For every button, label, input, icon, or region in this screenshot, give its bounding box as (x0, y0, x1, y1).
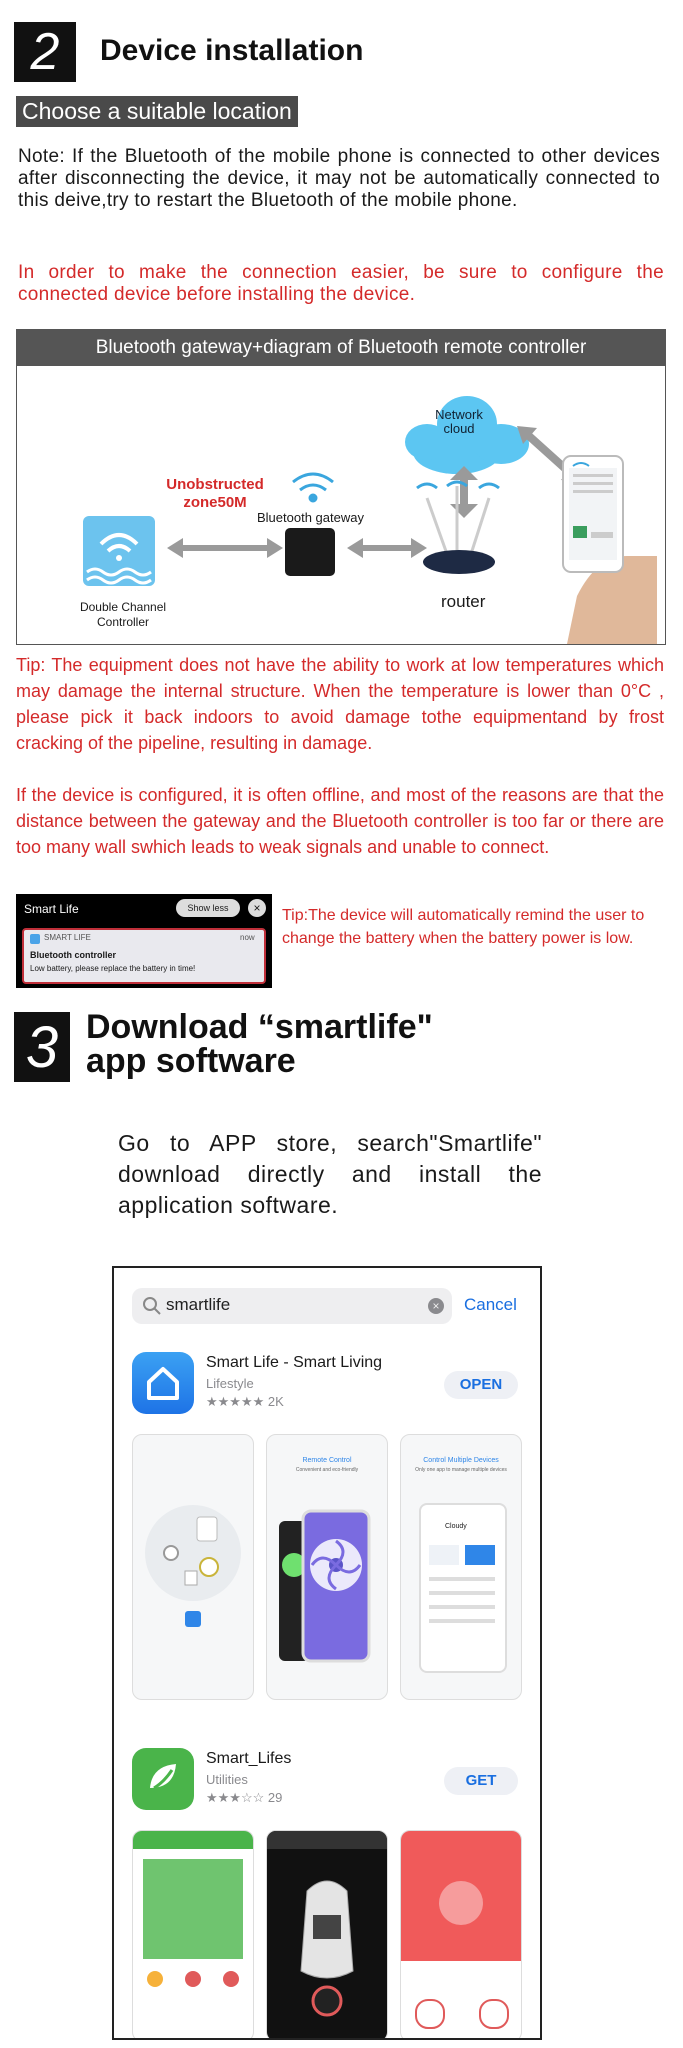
list-line (429, 1577, 495, 1581)
connection-diagram (16, 329, 666, 645)
cloud-label-line-2: cloud (443, 421, 475, 436)
device-tile (429, 1545, 459, 1565)
car-graphic (267, 1831, 387, 2040)
notification-time: now (240, 933, 255, 942)
gateway-router-arrow (347, 538, 427, 558)
notification-source: SMART LIFE (44, 933, 91, 942)
rating-count: 2K (267, 1394, 284, 1409)
app-screenshot-4[interactable] (132, 1830, 254, 2040)
section-subtitle: Choose a suitable location (16, 96, 298, 127)
zone-label-line-1: Unobstructed (166, 476, 264, 493)
control-icon (415, 1999, 445, 2029)
fan-phone-graphic (267, 1435, 387, 1699)
close-icon[interactable]: × (248, 899, 266, 917)
menu-icon (147, 1971, 163, 1987)
router-device (417, 482, 499, 574)
section-title-line-1: Download “smartlife" (86, 1008, 433, 1046)
list-line (429, 1591, 495, 1595)
notification-title: Bluetooth controller (30, 950, 116, 960)
gateway-device (285, 528, 335, 576)
app-category: Utilities (206, 1772, 248, 1787)
bluetooth-note: Note: If the Bluetooth of the mobile phone is connected to other devices after disconnecting the device, it may not be automatically connected to this deive,try to restart the Bluetooth of the mobile phone. (18, 146, 660, 211)
notification-screenshot (16, 894, 272, 988)
green-header (133, 1831, 253, 1849)
section-title: Device installation (100, 34, 364, 67)
app-icon (30, 934, 40, 944)
rating-count: 29 (267, 1790, 283, 1805)
app-rating (206, 1790, 282, 1806)
shot-title: Remote Control (302, 1457, 352, 1464)
get-button[interactable]: GET (444, 1767, 518, 1795)
rating-stars: ★★★★★ (206, 1394, 265, 1409)
control-icon (479, 1999, 509, 2029)
offline-tip: If the device is configured, it is often offline, and most of the reasons are that the distance between the gateway and the Bluetooth controller is too far or there are too many wall swhich leads to weak signals and unable to connect. (16, 785, 664, 857)
shot-subtitle: Convenient and eco-friendly (295, 1467, 359, 1473)
gauge-circle (439, 1881, 483, 1925)
notification-app-name: Smart Life (24, 902, 79, 916)
list-line (429, 1605, 495, 1609)
cancel-button[interactable]: Cancel (464, 1295, 517, 1314)
home-screen-preview (419, 1503, 507, 1673)
weather-label: Cloudy (445, 1523, 467, 1530)
device-tile (465, 1545, 495, 1565)
search-query: smartlife (166, 1295, 231, 1314)
list-line (429, 1619, 495, 1623)
menu-icon (185, 1971, 201, 1987)
notification-card[interactable] (22, 928, 266, 984)
rating-stars: ★★★☆☆ (206, 1790, 265, 1805)
leaf-icon (132, 1748, 194, 1810)
app-screenshot-2[interactable] (266, 1434, 388, 1700)
gateway-label: Bluetooth gateway (257, 510, 364, 525)
smart-life-app-icon[interactable] (132, 1352, 194, 1414)
show-less-button[interactable]: Show less (176, 899, 240, 917)
router-label: router (441, 592, 486, 611)
controller-gateway-arrow (167, 538, 283, 558)
shot-title: Control Multiple Devices (423, 1457, 499, 1464)
open-button[interactable]: OPEN (444, 1371, 518, 1399)
controller-label-line-1: Double Channel (79, 600, 167, 614)
app-screenshot-3[interactable] (400, 1434, 522, 1700)
battery-tip: Tip:The device will automatically remind the user to change the battery when the battery power is low. (282, 907, 645, 947)
download-instruction: Go to APP store, search"Smartlife" download directly and install the application software. (118, 1130, 542, 1218)
app-screenshot-1[interactable] (132, 1434, 254, 1700)
notification-body: Low battery, please replace the battery in time! (30, 964, 196, 973)
section-title-line-2: app software (86, 1042, 296, 1080)
zone-label (145, 476, 285, 512)
search-icon (142, 1296, 162, 1316)
app-store-screenshot (112, 1266, 542, 2040)
home-icon (132, 1352, 194, 1414)
cloud-label-line-1: Network (435, 407, 483, 422)
cloud-label (419, 408, 499, 436)
temperature-tip: Tip: The equipment does not have the ability to work at low temperatures which may damage the internal structure. When the temperature is lower than 0°C , please pick it back indoors to avoid damage tothe equipmentand by frost cracking of the pipeline, resulting in damage. (16, 655, 664, 753)
device-circle-graphic (133, 1435, 253, 1699)
search-input[interactable] (132, 1288, 452, 1324)
menu-icon (223, 1971, 239, 1987)
city-illustration (143, 1859, 243, 1959)
section-number: 2 (14, 22, 76, 82)
zone-label-line-2: zone50M (183, 494, 247, 511)
app-name[interactable]: Smart_Lifes (206, 1750, 292, 1767)
controller-device (83, 516, 155, 586)
phone-in-hand (563, 456, 657, 644)
app-screenshot-6[interactable] (400, 1830, 522, 2040)
config-note: In order to make the connection easier, be sure to configure the connected device before installing the device. (18, 262, 664, 305)
section-title (86, 1010, 433, 1078)
app-screenshot-5[interactable] (266, 1830, 388, 2040)
gateway-wifi-icon (293, 474, 333, 501)
section-number: 3 (14, 1012, 70, 1082)
controller-label (63, 600, 183, 630)
controller-label-line-2: Controller (96, 615, 150, 629)
smart-lifes-app-icon[interactable] (132, 1748, 194, 1810)
clear-icon[interactable]: × (428, 1298, 444, 1314)
shot-subtitle: Only one app to manage multiple devices (415, 1467, 507, 1473)
app-category: Lifestyle (206, 1376, 254, 1391)
diagram-header: Bluetooth gateway+diagram of Bluetooth remote controller (17, 330, 665, 366)
app-rating (206, 1394, 284, 1410)
app-name[interactable]: Smart Life - Smart Living (206, 1354, 383, 1371)
